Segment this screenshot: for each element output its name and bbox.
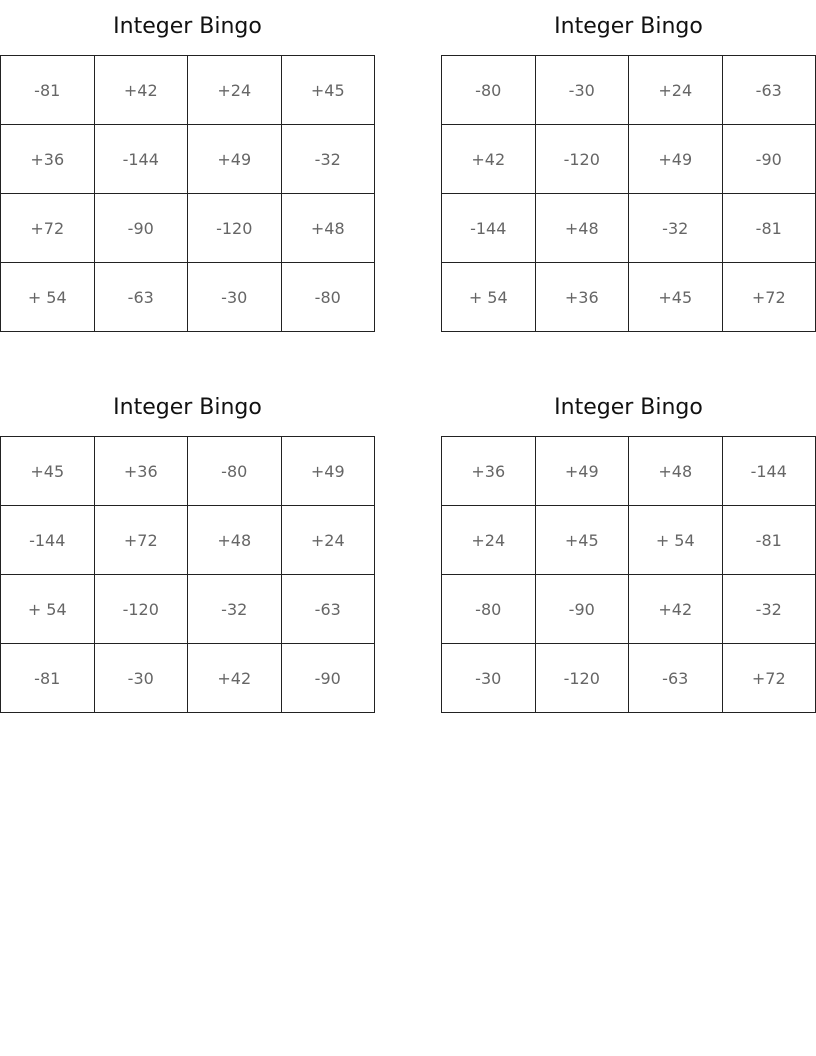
grid-cell: -30: [94, 644, 188, 713]
grid-cell: + 54: [1, 575, 95, 644]
grid-cell: +48: [629, 437, 723, 506]
grid-row: [1, 506, 375, 575]
grid-cell: +45: [1, 437, 95, 506]
grid-cell: +72: [722, 263, 816, 332]
bingo-card-3: [0, 394, 375, 713]
grid-cell: +36: [94, 437, 188, 506]
grid-cell: -30: [535, 56, 629, 125]
grid-cell: -32: [722, 575, 816, 644]
grid-row: [442, 437, 816, 506]
grid-cell: -63: [629, 644, 723, 713]
grid-cell: -81: [722, 506, 816, 575]
grid-cell: + 54: [442, 263, 536, 332]
grid-cell: -80: [442, 575, 536, 644]
grid-cell: -120: [188, 194, 282, 263]
grid-cell: +24: [629, 56, 723, 125]
grid-row: [1, 437, 375, 506]
grid-row: [1, 263, 375, 332]
grid-cell: +36: [535, 263, 629, 332]
grid-row: [1, 194, 375, 263]
bingo-grid: [0, 55, 375, 332]
grid-cell: +49: [188, 125, 282, 194]
grid-cell: +49: [629, 125, 723, 194]
grid-cell: -90: [94, 194, 188, 263]
grid-row: [1, 56, 375, 125]
grid-cell: +48: [535, 194, 629, 263]
grid-cell: -63: [94, 263, 188, 332]
grid-cell: +45: [281, 56, 375, 125]
grid-cell: +48: [281, 194, 375, 263]
grid-cell: +72: [94, 506, 188, 575]
card-title: Integer Bingo: [554, 14, 703, 39]
grid-cell: +45: [629, 263, 723, 332]
grid-cell: -81: [1, 56, 95, 125]
grid-cell: + 54: [1, 263, 95, 332]
card-title: Integer Bingo: [113, 395, 262, 420]
grid-cell: -120: [94, 575, 188, 644]
bingo-grid: [0, 436, 375, 713]
grid-row: [1, 644, 375, 713]
grid-cell: -120: [535, 644, 629, 713]
grid-cell: +36: [1, 125, 95, 194]
grid-cell: +24: [442, 506, 536, 575]
grid-cell: -120: [535, 125, 629, 194]
grid-cell: +72: [1, 194, 95, 263]
grid-row: [442, 125, 816, 194]
grid-cell: -32: [188, 575, 282, 644]
grid-cell: + 54: [629, 506, 723, 575]
grid-row: [1, 125, 375, 194]
grid-row: [442, 575, 816, 644]
grid-cell: +72: [722, 644, 816, 713]
grid-cell: -90: [722, 125, 816, 194]
bingo-grid: [441, 55, 816, 332]
grid-cell: +48: [188, 506, 282, 575]
grid-cell: -30: [442, 644, 536, 713]
grid-row: [442, 194, 816, 263]
grid-cell: -90: [281, 644, 375, 713]
grid-cell: +45: [535, 506, 629, 575]
grid-cell: -81: [1, 644, 95, 713]
grid-cell: -80: [281, 263, 375, 332]
grid-cell: +42: [629, 575, 723, 644]
bingo-card-4: [441, 394, 816, 713]
grid-cell: -30: [188, 263, 282, 332]
grid-cell: -32: [629, 194, 723, 263]
grid-cell: -63: [722, 56, 816, 125]
grid-cell: -32: [281, 125, 375, 194]
grid-cell: -144: [442, 194, 536, 263]
grid-cell: +49: [535, 437, 629, 506]
grid-cell: -144: [722, 437, 816, 506]
grid-row: [442, 644, 816, 713]
grid-row: [442, 56, 816, 125]
grid-cell: +24: [281, 506, 375, 575]
grid-cell: +42: [94, 56, 188, 125]
grid-cell: -144: [1, 506, 95, 575]
bingo-card-2: [441, 13, 816, 332]
grid-cell: -63: [281, 575, 375, 644]
grid-cell: -80: [188, 437, 282, 506]
grid-cell: -80: [442, 56, 536, 125]
grid-cell: -81: [722, 194, 816, 263]
bingo-card-1: [0, 13, 375, 332]
grid-row: [1, 575, 375, 644]
grid-cell: +49: [281, 437, 375, 506]
bingo-grid: [441, 436, 816, 713]
grid-cell: +42: [188, 644, 282, 713]
grid-cell: +42: [442, 125, 536, 194]
grid-row: [442, 506, 816, 575]
grid-cell: +36: [442, 437, 536, 506]
card-title: Integer Bingo: [113, 14, 262, 39]
grid-cell: +24: [188, 56, 282, 125]
card-title: Integer Bingo: [554, 395, 703, 420]
grid-cell: -144: [94, 125, 188, 194]
grid-cell: -90: [535, 575, 629, 644]
grid-row: [442, 263, 816, 332]
